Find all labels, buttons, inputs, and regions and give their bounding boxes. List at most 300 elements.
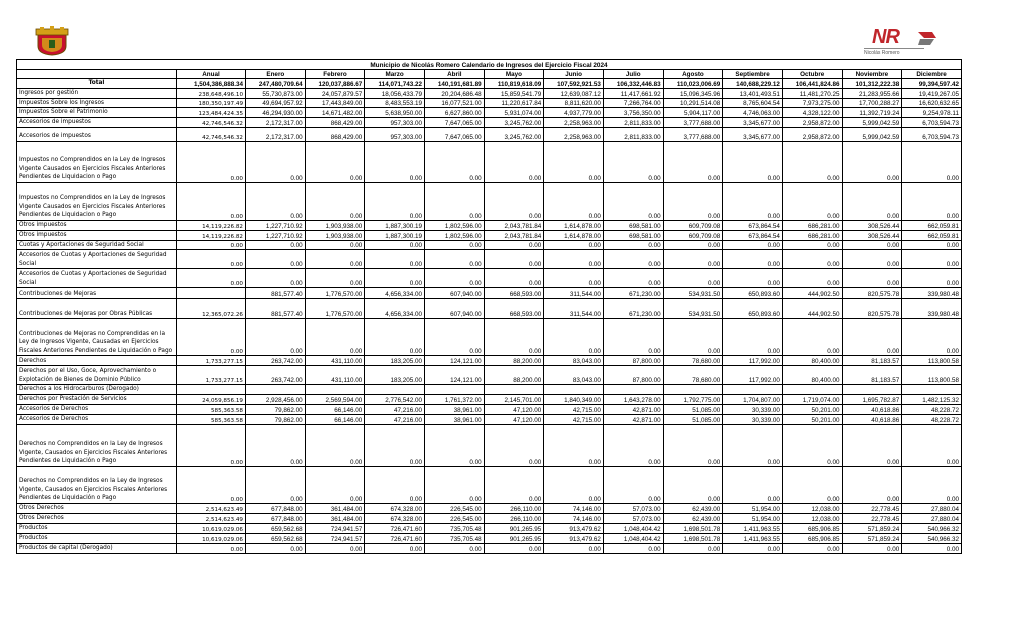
logo-nr-text: NR <box>872 26 899 48</box>
month-value: 308,526.44 <box>842 230 902 240</box>
month-value: 0.00 <box>842 141 902 182</box>
month-value: 0.00 <box>603 240 663 250</box>
month-value: 11,392,719.24 <box>842 108 902 118</box>
total-value: 110,023,006.69 <box>663 79 723 89</box>
row-label: Derechos por el Uso, Goce, Aprovechamiento o Explotación de Bienes de Dominio Público <box>17 366 177 385</box>
month-value: 0.00 <box>663 269 723 288</box>
month-value: 66,146.00 <box>305 414 365 424</box>
month-value: 0.00 <box>484 424 544 466</box>
month-value: 0.00 <box>902 250 962 269</box>
table-row <box>17 288 962 299</box>
month-value: 30,339.00 <box>723 414 783 424</box>
month-value: 0.00 <box>365 182 425 220</box>
month-value: 9,254,978.11 <box>902 108 962 118</box>
month-value: 2,145,701.00 <box>484 394 544 404</box>
month-value: 0.00 <box>663 182 723 220</box>
total-value: 107,592,921.53 <box>544 79 604 89</box>
month-value: 0.00 <box>782 319 842 356</box>
month-value: 6,627,860.00 <box>424 108 484 118</box>
month-value: 2,811,833.00 <box>603 127 663 141</box>
month-value: 5,904,117.00 <box>663 108 723 118</box>
month-value: 2,776,542.00 <box>365 394 425 404</box>
month-value: 0.00 <box>246 466 306 503</box>
month-value: 0.00 <box>365 424 425 466</box>
month-value: 0.00 <box>782 466 842 503</box>
month-value: 4,656,334.00 <box>365 288 425 299</box>
table-row <box>17 385 962 395</box>
month-value <box>603 385 663 395</box>
month-value: 662,059.81 <box>902 220 962 230</box>
month-value: 263,742.00 <box>246 366 306 385</box>
row-label: Cuotas y Aportaciones de Seguridad Social <box>17 240 177 250</box>
month-value: 5,999,042.59 <box>842 117 902 127</box>
table-row <box>17 543 962 553</box>
month-value: 42,871.00 <box>603 414 663 424</box>
month-value: 698,581.00 <box>603 220 663 230</box>
month-value: 607,940.00 <box>424 299 484 319</box>
month-value: 0.00 <box>424 240 484 250</box>
month-value: 0.00 <box>842 543 902 553</box>
month-value <box>424 385 484 395</box>
month-value: 1,776,570.00 <box>305 299 365 319</box>
table-row <box>17 299 962 319</box>
month-value: 2,258,963.00 <box>544 127 604 141</box>
row-label: Contribuciones de Mejoras no Comprendidas en la Ley de Ingresos Vigente, Causadas en Ejercicios Fiscales Anteriores Pendientes de Liquidación o Pago <box>17 319 177 356</box>
month-value: 0.00 <box>544 319 604 356</box>
month-value: 311,544.00 <box>544 299 604 319</box>
month-value: 22,778.45 <box>842 503 902 513</box>
month-value: 183,205.00 <box>365 356 425 366</box>
table-row <box>17 117 962 127</box>
month-value: 1,614,878.00 <box>544 220 604 230</box>
month-value: 8,765,604.54 <box>723 98 783 108</box>
month-value: 0.00 <box>424 269 484 288</box>
month-value: 1,704,807.00 <box>723 394 783 404</box>
header-blank <box>17 70 177 79</box>
table-row <box>17 182 962 220</box>
row-label: Accesorios de impuestos <box>17 117 177 127</box>
month-value: 117,992.00 <box>723 366 783 385</box>
month-value: 0.00 <box>663 319 723 356</box>
table-row <box>17 269 962 288</box>
annual-value: 0.00 <box>177 319 246 356</box>
month-value: 677,848.00 <box>246 503 306 513</box>
month-value: 2,811,833.00 <box>603 117 663 127</box>
month-value: 1,614,878.00 <box>544 230 604 240</box>
month-value: 1,903,938.00 <box>305 220 365 230</box>
row-label: Derechos por Prestación de Servicios <box>17 394 177 404</box>
month-value: 913,479.62 <box>544 523 604 533</box>
month-value: 0.00 <box>544 269 604 288</box>
row-label: Otros Derechos <box>17 513 177 523</box>
month-value: 0.00 <box>663 424 723 466</box>
month-value: 361,484.00 <box>305 513 365 523</box>
month-value <box>663 385 723 395</box>
annual-value: 238,648,496.10 <box>177 89 246 99</box>
annual-value: 42,746,546.32 <box>177 117 246 127</box>
month-value: 16,077,521.00 <box>424 98 484 108</box>
month-value: 1,761,372.00 <box>424 394 484 404</box>
month-value: 1,227,710.92 <box>246 220 306 230</box>
month-value: 540,966.32 <box>902 523 962 533</box>
month-value: 88,200.00 <box>484 356 544 366</box>
total-value: 1,504,386,888.34 <box>177 79 246 89</box>
month-value: 87,800.00 <box>603 366 663 385</box>
total-value: 140,688,229.12 <box>723 79 783 89</box>
table-row <box>17 230 962 240</box>
month-value: 0.00 <box>305 543 365 553</box>
month-value: 534,931.50 <box>663 299 723 319</box>
month-value: 48,228.72 <box>902 404 962 414</box>
month-value: 0.00 <box>902 466 962 503</box>
month-value: 1,698,501.78 <box>663 523 723 533</box>
total-value: 120,037,886.67 <box>305 79 365 89</box>
month-value: 1,792,775.00 <box>663 394 723 404</box>
month-value: 311,544.00 <box>544 288 604 299</box>
month-value <box>782 385 842 395</box>
month-value: 17,700,288.27 <box>842 98 902 108</box>
month-value: 13,401,493.51 <box>723 89 783 99</box>
month-value: 339,980.48 <box>902 288 962 299</box>
month-value: 820,575.78 <box>842 288 902 299</box>
row-label: Accesorios de Derechos <box>17 404 177 414</box>
month-value: 79,862.00 <box>246 404 306 414</box>
month-value: 431,110.00 <box>305 356 365 366</box>
table-row <box>17 220 962 230</box>
month-value: 1,887,300.19 <box>365 220 425 230</box>
month-value: 444,902.50 <box>782 288 842 299</box>
month-value: 2,958,872.00 <box>782 127 842 141</box>
month-value <box>305 385 365 395</box>
row-label: Derechos no Comprendidos en la Ley de Ingresos Vigente, Causados en Ejercicios Fiscales Anteriores Pendientes de Liquidación o Pago <box>17 466 177 503</box>
month-value: 30,339.00 <box>723 404 783 414</box>
month-value: 0.00 <box>424 182 484 220</box>
month-value: 4,746,063.00 <box>723 108 783 118</box>
month-value: 4,937,779.00 <box>544 108 604 118</box>
month-value: 0.00 <box>842 250 902 269</box>
month-value: 19,419,267.05 <box>902 89 962 99</box>
month-value: 10,291,514.08 <box>663 98 723 108</box>
month-value: 0.00 <box>603 543 663 553</box>
table-row <box>17 513 962 523</box>
month-value <box>842 385 902 395</box>
row-label: Derechos no Comprendidos en la Ley de Ingresos Vigente, Causados en Ejercicios Fiscales Anteriores Pendientes de Liquidación o Pago <box>17 424 177 466</box>
month-value: 0.00 <box>663 250 723 269</box>
column-header: Febrero <box>305 70 365 79</box>
month-value: 571,859.24 <box>842 523 902 533</box>
table-row <box>17 466 962 503</box>
month-value: 11,417,661.92 <box>603 89 663 99</box>
month-value: 74,146.00 <box>544 503 604 513</box>
month-value: 2,958,872.00 <box>782 117 842 127</box>
month-value: 0.00 <box>365 466 425 503</box>
month-value: 0.00 <box>484 141 544 182</box>
annual-value: 14,119,226.82 <box>177 220 246 230</box>
month-value: 7,266,764.00 <box>603 98 663 108</box>
row-label: Impuestos no Comprendidos en la Ley de Ingresos Vigente Causados en Ejercicios Fiscales Anteriores Pendientes de Liquidacion o Pago <box>17 182 177 220</box>
month-value: 62,439.00 <box>663 503 723 513</box>
annual-value: 0.00 <box>177 424 246 466</box>
month-value: 881,577.40 <box>246 299 306 319</box>
month-value: 659,562.68 <box>246 533 306 543</box>
total-value: 106,441,824.86 <box>782 79 842 89</box>
table-row <box>17 319 962 356</box>
month-value: 0.00 <box>663 141 723 182</box>
row-label: Productos <box>17 533 177 543</box>
month-value: 650,893.60 <box>723 288 783 299</box>
month-value: 0.00 <box>424 466 484 503</box>
month-value: 48,228.72 <box>902 414 962 424</box>
month-value: 1,643,278.00 <box>603 394 663 404</box>
month-value: 1,887,300.19 <box>365 230 425 240</box>
month-value: 444,902.50 <box>782 299 842 319</box>
month-value: 957,303.00 <box>365 127 425 141</box>
month-value: 0.00 <box>723 141 783 182</box>
month-value: 0.00 <box>305 466 365 503</box>
table-row <box>17 414 962 424</box>
month-value: 1,802,596.00 <box>424 220 484 230</box>
month-value: 7,647,065.00 <box>424 127 484 141</box>
month-value: 0.00 <box>723 250 783 269</box>
table-row <box>17 394 962 404</box>
month-value: 0.00 <box>902 424 962 466</box>
month-value: 47,216.00 <box>365 404 425 414</box>
month-value: 0.00 <box>782 269 842 288</box>
month-value: 0.00 <box>902 319 962 356</box>
month-value: 12,038.00 <box>782 503 842 513</box>
month-value: 51,954.00 <box>723 503 783 513</box>
month-value: 674,328.00 <box>365 503 425 513</box>
month-value: 0.00 <box>782 250 842 269</box>
month-value: 0.00 <box>603 466 663 503</box>
row-label: Impuestos Sobre el Patrimonio <box>17 108 177 118</box>
month-value: 0.00 <box>305 141 365 182</box>
annual-value: 24,059,856.19 <box>177 394 246 404</box>
month-value: 49,694,957.92 <box>246 98 306 108</box>
month-value: 820,575.78 <box>842 299 902 319</box>
month-value: 11,220,617.84 <box>484 98 544 108</box>
month-value: 1,411,963.55 <box>723 533 783 543</box>
table-row <box>17 141 962 182</box>
month-value: 113,800.58 <box>902 366 962 385</box>
month-value: 726,471.60 <box>365 523 425 533</box>
annual-value: 1,733,277.15 <box>177 366 246 385</box>
column-header: Junio <box>544 70 604 79</box>
column-header: Diciembre <box>902 70 962 79</box>
month-value: 668,593.00 <box>484 299 544 319</box>
month-value: 0.00 <box>484 269 544 288</box>
month-value: 0.00 <box>424 141 484 182</box>
total-value: 110,819,618.09 <box>484 79 544 89</box>
month-value: 0.00 <box>246 182 306 220</box>
annual-value: 14,119,226.82 <box>177 230 246 240</box>
table-row <box>17 356 962 366</box>
table-row <box>17 98 962 108</box>
month-value: 1,411,963.55 <box>723 523 783 533</box>
month-value <box>484 385 544 395</box>
month-value: 0.00 <box>365 141 425 182</box>
month-value: 57,073.00 <box>603 503 663 513</box>
month-value: 534,931.50 <box>663 288 723 299</box>
month-value: 78,680.00 <box>663 356 723 366</box>
month-value: 1,698,501.78 <box>663 533 723 543</box>
total-label: Total <box>17 79 177 89</box>
month-value: 1,840,349.00 <box>544 394 604 404</box>
month-value: 124,121.00 <box>424 366 484 385</box>
month-value: 0.00 <box>305 269 365 288</box>
month-value: 113,800.58 <box>902 356 962 366</box>
annual-value: 2,514,623.49 <box>177 503 246 513</box>
annual-value: 180,350,197.49 <box>177 98 246 108</box>
row-label: Otros impuestos <box>17 220 177 230</box>
month-value: 662,059.81 <box>902 230 962 240</box>
row-label: Impuestos no Comprendidos en la Ley de Ingresos Vigente Causados en Ejercicios Fiscales Anteriores Pendientes de Liquidacion o Pago <box>17 141 177 182</box>
month-value: 226,545.00 <box>424 503 484 513</box>
month-value: 51,954.00 <box>723 513 783 523</box>
month-value: 81,183.57 <box>842 366 902 385</box>
month-value: 957,303.00 <box>365 117 425 127</box>
month-value: 15,859,541.79 <box>484 89 544 99</box>
month-value: 0.00 <box>365 250 425 269</box>
month-value <box>365 385 425 395</box>
month-value: 183,205.00 <box>365 366 425 385</box>
month-value: 609,709.08 <box>663 230 723 240</box>
month-value: 263,742.00 <box>246 356 306 366</box>
annual-value: 585,363.58 <box>177 414 246 424</box>
month-value <box>246 385 306 395</box>
month-value: 674,328.00 <box>365 513 425 523</box>
column-header: Abril <box>424 70 484 79</box>
month-value: 47,120.00 <box>484 414 544 424</box>
month-value: 0.00 <box>603 141 663 182</box>
annual-value: 10,619,029.06 <box>177 533 246 543</box>
month-value: 55,730,873.00 <box>246 89 306 99</box>
month-value: 6,703,594.73 <box>902 117 962 127</box>
month-value: 2,569,594.00 <box>305 394 365 404</box>
month-value: 0.00 <box>484 543 544 553</box>
month-value: 3,345,677.00 <box>723 117 783 127</box>
month-value: 0.00 <box>902 240 962 250</box>
month-value: 0.00 <box>305 424 365 466</box>
month-value: 11,481,270.25 <box>782 89 842 99</box>
month-value: 3,777,688.00 <box>663 127 723 141</box>
row-label: Otros Derechos <box>17 503 177 513</box>
month-value: 0.00 <box>305 240 365 250</box>
month-value: 88,200.00 <box>484 366 544 385</box>
month-value: 0.00 <box>305 250 365 269</box>
annual-value: 12,365,072.26 <box>177 299 246 319</box>
month-value: 650,893.60 <box>723 299 783 319</box>
month-value: 0.00 <box>484 319 544 356</box>
row-label: Accesorios de Cuotas y Aportaciones de Seguridad Social <box>17 269 177 288</box>
month-value: 0.00 <box>544 250 604 269</box>
month-value: 0.00 <box>484 466 544 503</box>
month-value: 27,880.04 <box>902 513 962 523</box>
month-value: 0.00 <box>246 269 306 288</box>
month-value: 51,085.00 <box>663 404 723 414</box>
month-value: 0.00 <box>842 466 902 503</box>
annual-value: 123,484,424.35 <box>177 108 246 118</box>
month-value: 0.00 <box>663 466 723 503</box>
month-value: 5,638,950.00 <box>365 108 425 118</box>
municipal-crest-logo <box>33 26 71 56</box>
month-value: 671,230.00 <box>603 288 663 299</box>
month-value: 0.00 <box>246 319 306 356</box>
month-value: 3,777,688.00 <box>663 117 723 127</box>
month-value: 42,715.00 <box>544 414 604 424</box>
month-value: 724,941.57 <box>305 533 365 543</box>
row-label: Productos <box>17 523 177 533</box>
month-value: 38,961.00 <box>424 414 484 424</box>
month-value: 677,848.00 <box>246 513 306 523</box>
table-row <box>17 404 962 414</box>
month-value: 2,043,781.84 <box>484 220 544 230</box>
month-value: 16,620,632.65 <box>902 98 962 108</box>
annual-value: 0.00 <box>177 182 246 220</box>
table-row <box>17 250 962 269</box>
month-value: 698,581.00 <box>603 230 663 240</box>
month-value: 685,906.85 <box>782 533 842 543</box>
month-value: 117,992.00 <box>723 356 783 366</box>
total-value: 247,480,709.64 <box>246 79 306 89</box>
month-value: 3,245,762.00 <box>484 117 544 127</box>
month-value: 659,562.68 <box>246 523 306 533</box>
month-value: 2,043,781.84 <box>484 230 544 240</box>
column-header: Anual <box>177 70 246 79</box>
month-value: 0.00 <box>424 319 484 356</box>
month-value: 0.00 <box>365 319 425 356</box>
month-value: 79,862.00 <box>246 414 306 424</box>
month-value: 57,073.00 <box>603 513 663 523</box>
annual-value: 0.00 <box>177 269 246 288</box>
month-value: 0.00 <box>902 141 962 182</box>
month-value: 308,526.44 <box>842 220 902 230</box>
month-value: 0.00 <box>246 424 306 466</box>
total-value: 101,312,222.38 <box>842 79 902 89</box>
month-value: 668,593.00 <box>484 288 544 299</box>
month-value: 0.00 <box>365 543 425 553</box>
month-value: 0.00 <box>484 182 544 220</box>
table-row <box>17 503 962 513</box>
month-value: 0.00 <box>842 269 902 288</box>
logo-subtitle: Nicolás Romero <box>864 48 924 56</box>
month-value: 27,880.04 <box>902 503 962 513</box>
month-value: 0.00 <box>723 466 783 503</box>
month-value: 0.00 <box>842 182 902 220</box>
month-value: 0.00 <box>723 543 783 553</box>
month-value: 4,328,122.00 <box>782 108 842 118</box>
month-value <box>902 385 962 395</box>
month-value: 686,281.00 <box>782 220 842 230</box>
table-title: Municipio de Nicolás Romero Calendario de Ingresos del Ejercicio Fiscal 2024 <box>17 60 962 70</box>
month-value: 14,671,482.00 <box>305 108 365 118</box>
month-value: 0.00 <box>544 424 604 466</box>
month-value: 0.00 <box>723 182 783 220</box>
month-value: 2,172,317.00 <box>246 117 306 127</box>
month-value: 0.00 <box>424 543 484 553</box>
month-value: 673,864.54 <box>723 220 783 230</box>
month-value: 0.00 <box>842 319 902 356</box>
month-value: 0.00 <box>365 269 425 288</box>
month-value: 0.00 <box>782 424 842 466</box>
month-value: 42,871.00 <box>603 404 663 414</box>
month-value: 8,811,620.00 <box>544 98 604 108</box>
month-value: 81,183.57 <box>842 356 902 366</box>
month-value: 0.00 <box>663 240 723 250</box>
month-value: 80,400.00 <box>782 366 842 385</box>
table-row <box>17 533 962 543</box>
row-label: Impuestos Sobre los Ingresos <box>17 98 177 108</box>
